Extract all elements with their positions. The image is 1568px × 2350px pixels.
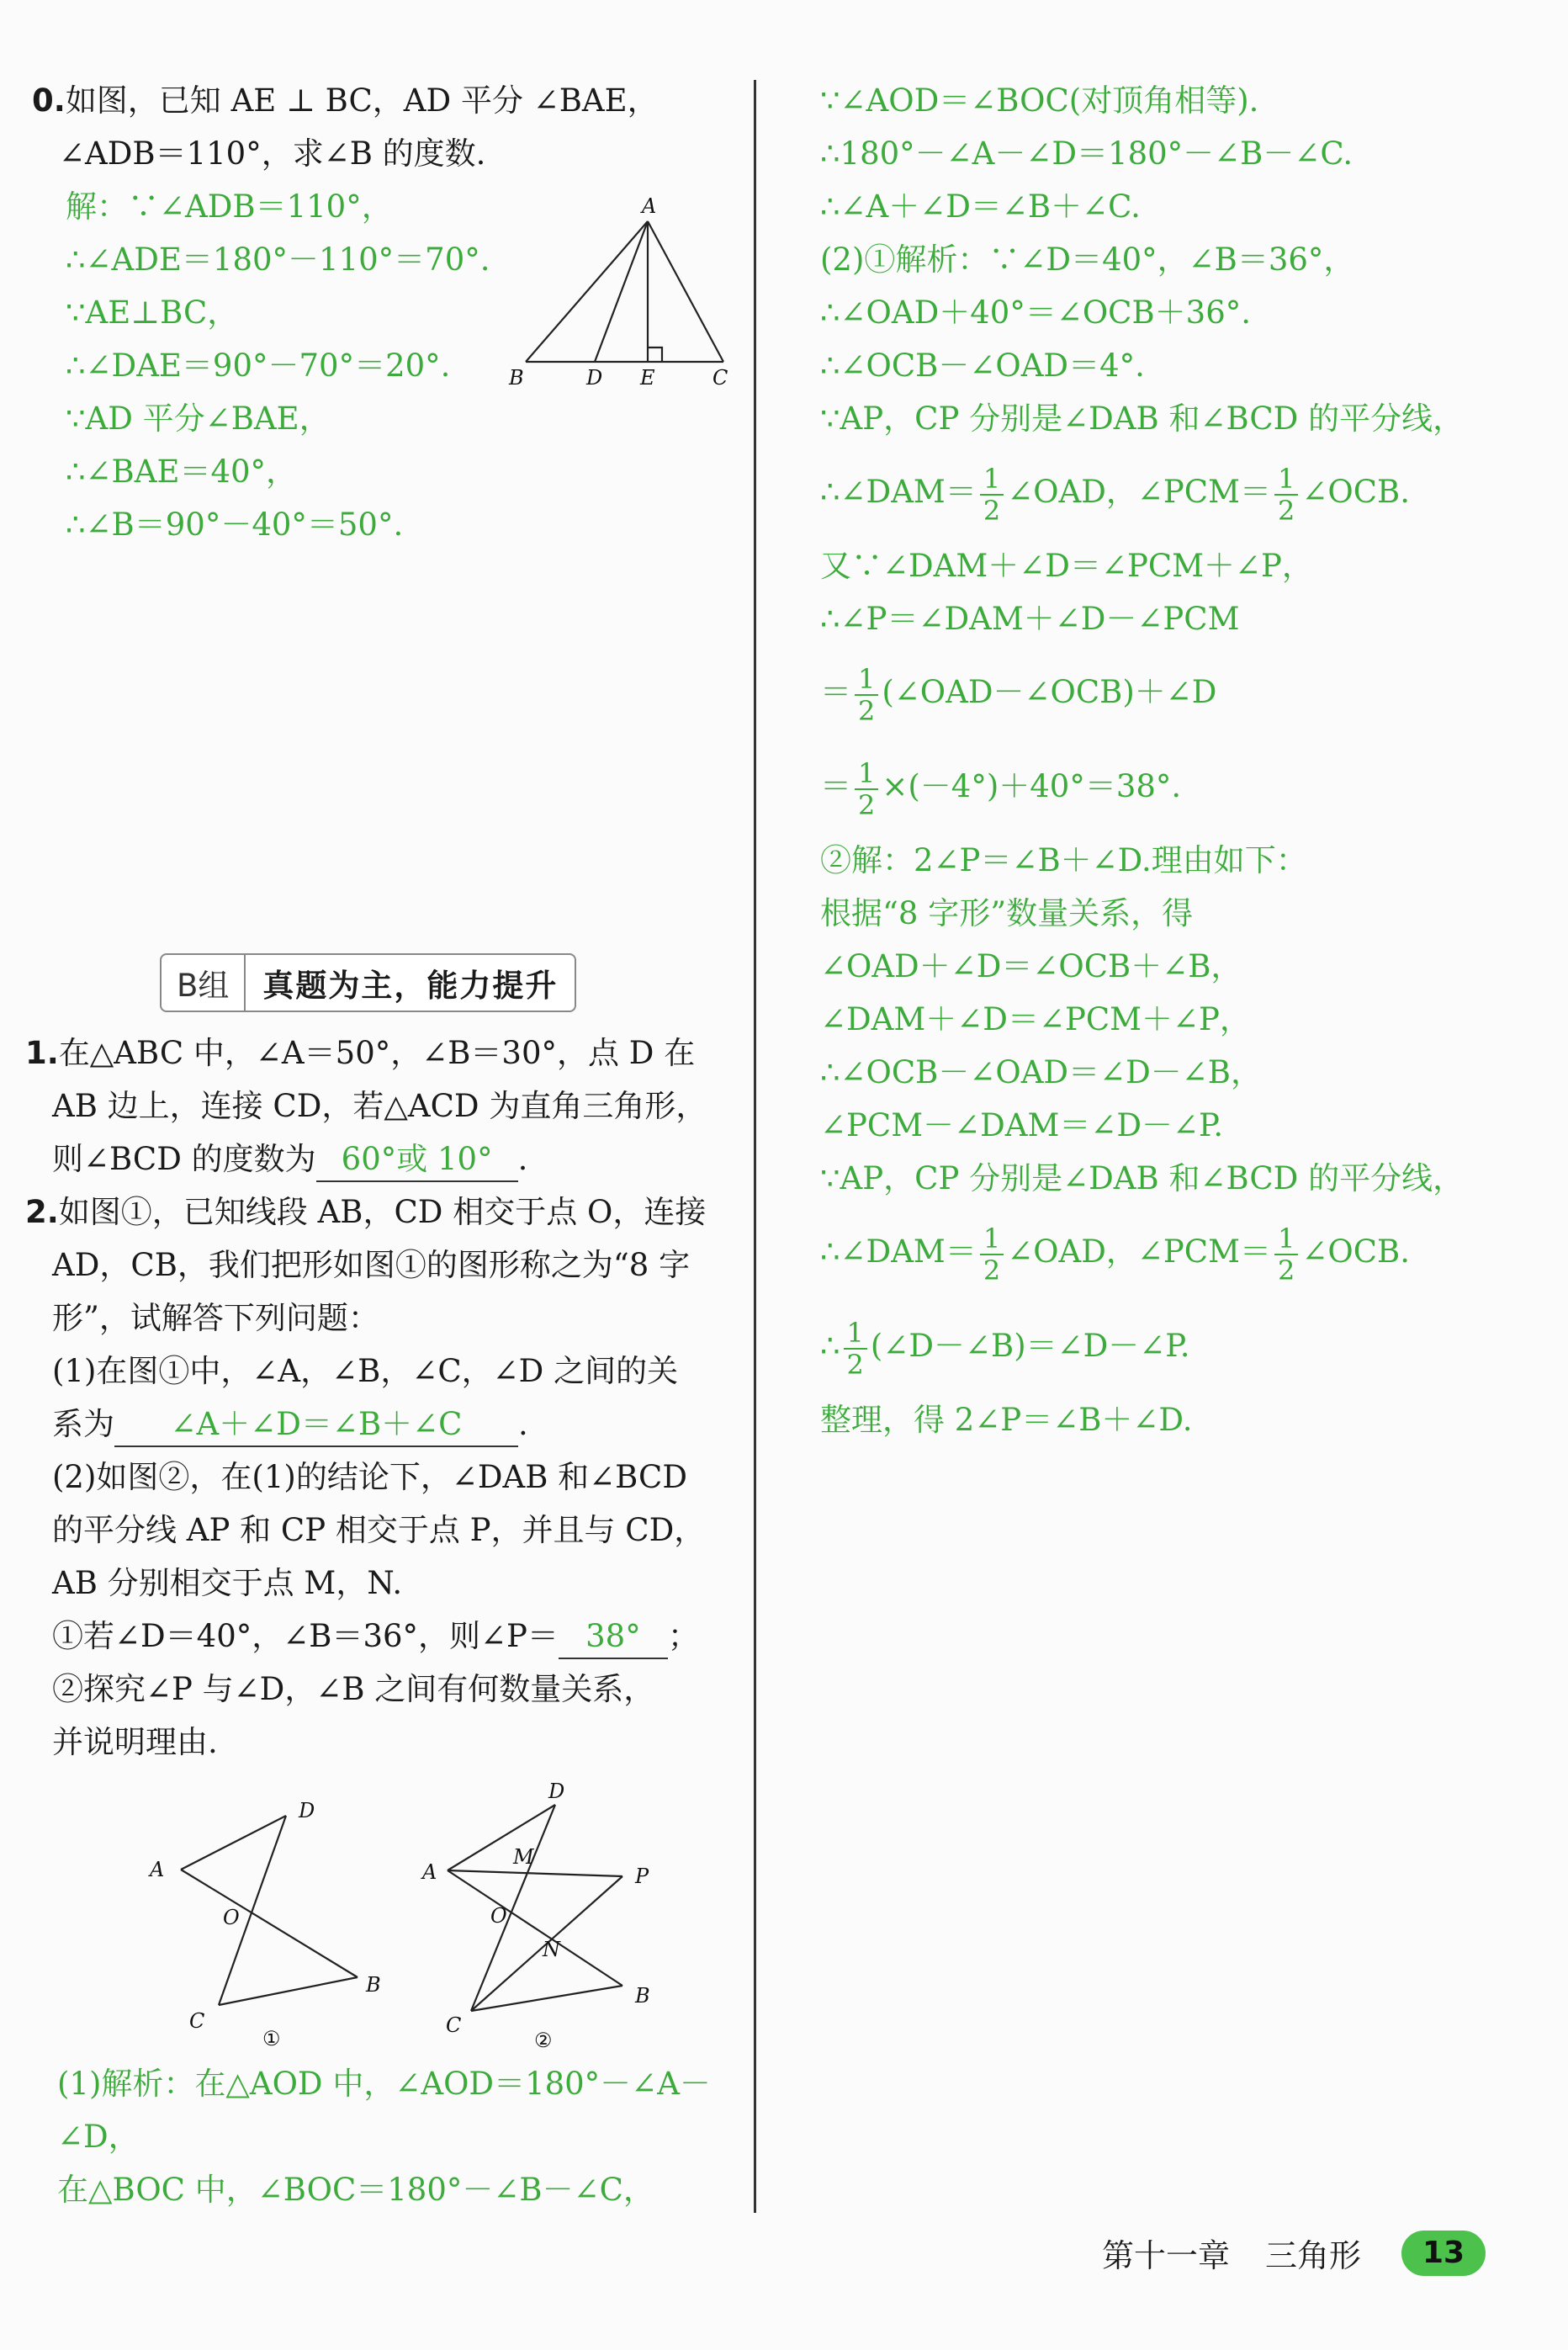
r-line-20 xyxy=(820,1205,1527,1299)
r20-c: ∠OCB. xyxy=(1301,1233,1410,1270)
fraction-half xyxy=(1274,1223,1298,1286)
fig2-label-P: P xyxy=(635,1865,649,1888)
q2-part2-line1: (2)如图②，在(1)的结论下，∠DAB 和∠BCD xyxy=(52,1459,688,1495)
q2-sub2-line1: ②探究∠P 与∠D，∠B 之间有何数量关系， xyxy=(52,1671,655,1707)
r-line-18: ∠PCM－∠DAM＝∠D－∠P. xyxy=(820,1107,1224,1143)
frac-num: 1 xyxy=(855,664,878,696)
r-line-1: ∵∠AOD＝∠BOC(对顶角相等). xyxy=(820,82,1259,119)
r20-b: ∠OAD，∠PCM＝ xyxy=(1007,1233,1272,1270)
q2-relation-line xyxy=(25,1398,732,1451)
fig2-label-N: N xyxy=(543,1938,560,1961)
r8-b: ∠OAD，∠PCM＝ xyxy=(1007,474,1272,510)
fig-label-C: C xyxy=(712,366,728,390)
frac-den: 2 xyxy=(858,694,876,727)
fig-label-B: B xyxy=(509,366,524,390)
q2-sol-left-1: ∠D， xyxy=(57,2119,140,2155)
q0-sol-3: ∴∠DAE＝90°－70°＝20°. xyxy=(66,347,451,384)
r-line-14: 根据“8 字形”数量关系，得 xyxy=(820,895,1194,931)
q2-rel-post: . xyxy=(518,1406,528,1442)
r20-a: ∴∠DAM＝ xyxy=(820,1233,977,1270)
r8-a: ∴∠DAM＝ xyxy=(820,474,977,510)
r-line-22: 整理，得 2∠P＝∠B＋∠D. xyxy=(820,1402,1193,1438)
q2-line1-text: 如图①，已知线段 AB，CD 相交于点 O，连接 xyxy=(58,1194,707,1230)
q2-figure-1 xyxy=(143,1788,404,2057)
frac-den: 2 xyxy=(846,1348,864,1381)
q0-sol-0: 解：∵∠ADB＝110°， xyxy=(66,188,393,225)
q0-sol-4: ∵AD 平分∠BAE， xyxy=(66,401,331,437)
q0-sol-1: ∴∠ADE＝180°－110°＝70°. xyxy=(66,241,490,278)
fraction-half xyxy=(855,664,878,726)
group-tag: B组 xyxy=(162,955,246,1011)
q2-rel-answer: ∠A＋∠D＝∠B＋∠C xyxy=(114,1403,518,1447)
fig1-label-O: O xyxy=(223,1906,240,1929)
r-line-12 xyxy=(820,740,1527,834)
q2-part2-line3: AB 分别相交于点 M，N. xyxy=(52,1565,403,1601)
r-line-19: ∵AP，CP 分别是∠DAB 和∠BCD 的平分线， xyxy=(820,1160,1465,1196)
frac-num: 1 xyxy=(980,1223,1004,1255)
fig2-label-B: B xyxy=(635,1984,650,2008)
frac-num: 1 xyxy=(1274,1223,1298,1255)
r12-b: ×(－4°)＋40°＝38°. xyxy=(882,768,1182,804)
frac-num: 1 xyxy=(844,1318,867,1350)
r8-c: ∠OCB. xyxy=(1301,474,1410,510)
r-line-13: ②解：2∠P＝∠B＋∠D.理由如下： xyxy=(820,842,1307,878)
q1-line3-post: . xyxy=(517,1141,528,1177)
r-line-2: ∴180°－∠A－∠D＝180°－∠B－∠C. xyxy=(820,135,1353,172)
r-line-5: ∴∠OAD＋40°＝∠OCB＋36°. xyxy=(820,294,1252,331)
q1-line1-text: 在△ABC 中，∠A＝50°，∠B＝30°，点 D 在 xyxy=(58,1035,696,1071)
group-header xyxy=(160,953,576,1012)
r-line-8 xyxy=(820,445,1527,539)
fig-label-A: A xyxy=(642,194,657,218)
q1-answer: 60°或 10° xyxy=(316,1138,518,1182)
r-line-21 xyxy=(820,1299,1527,1393)
q2-sub1-pre: ①若∠D＝40°，∠B＝36°，则∠P＝ xyxy=(52,1618,559,1654)
q0-number: 0. xyxy=(32,82,66,119)
frac-den: 2 xyxy=(983,1254,1001,1286)
q2-line4: (1)在图①中，∠A，∠B，∠C，∠D 之间的关 xyxy=(52,1353,679,1389)
r11-a: ＝ xyxy=(820,674,851,710)
r12-a: ＝ xyxy=(820,768,851,804)
q0-stem1: 如图，已知 AE ⊥ BC，AD 平分 ∠BAE， xyxy=(65,82,659,119)
r-line-10: ∴∠P＝∠DAM＋∠D－∠PCM xyxy=(820,601,1240,637)
fraction-half xyxy=(1274,464,1298,526)
frac-den: 2 xyxy=(983,494,1001,527)
r-line-11 xyxy=(820,645,1527,740)
q2-line2: AD，CB，我们把形如图①的图形称之为“8 字 xyxy=(52,1247,691,1283)
fig2-label-M: M xyxy=(513,1845,534,1869)
q1-line3 xyxy=(25,1133,732,1186)
frac-den: 2 xyxy=(1278,494,1295,527)
page-footer xyxy=(1102,2230,1486,2276)
r21-a: ∴ xyxy=(820,1328,840,1364)
frac-num: 1 xyxy=(980,464,1004,496)
fig1-label-D: D xyxy=(299,1799,315,1822)
q0-sol-5: ∴∠BAE＝40°， xyxy=(66,454,298,490)
footer-section: 三角形 xyxy=(1265,2237,1362,2274)
frac-den: 2 xyxy=(858,788,876,821)
r-line-6: ∴∠OCB－∠OAD＝4°. xyxy=(820,347,1145,384)
q2-sol-left-0: (1)解析：在△AOD 中，∠AOD＝180°－∠A－ xyxy=(57,2066,711,2102)
q2-sub1-line xyxy=(25,1610,732,1663)
q1-q2-block xyxy=(25,1026,732,1769)
q0-sol-6: ∴∠B＝90°－40°＝50°. xyxy=(66,507,404,543)
fig-label-E: E xyxy=(640,366,655,390)
column-divider xyxy=(754,80,756,2213)
q2-number: 2. xyxy=(25,1194,59,1230)
r-line-9: 又∵∠DAM＋∠D＝∠PCM＋∠P， xyxy=(820,548,1313,584)
fig1-label-B: B xyxy=(366,1973,381,1997)
group-title: 真题为主，能力提升 xyxy=(262,967,559,1004)
fig1-label-C: C xyxy=(189,2009,205,2033)
r-line-4: (2)①解析：∵∠D＝40°，∠B＝36°， xyxy=(820,241,1355,278)
r11-b: (∠OAD－∠OCB)＋∠D xyxy=(882,674,1217,710)
frac-num: 1 xyxy=(855,758,878,790)
q1-line1 xyxy=(25,1026,732,1080)
q1-line3-pre: 则∠BCD 的度数为 xyxy=(52,1141,316,1177)
page-number-badge: 13 xyxy=(1401,2231,1486,2276)
fig2-caption: ② xyxy=(534,2029,553,2052)
q2-sub2-line2: 并说明理由. xyxy=(52,1724,218,1760)
q1-number: 1. xyxy=(25,1035,59,1071)
q2-sub1-answer: 38° xyxy=(559,1615,668,1659)
q1-line2: AB 边上，连接 CD，若△ACD 为直角三角形， xyxy=(52,1088,707,1124)
q0-triangle-figure xyxy=(501,189,740,400)
r-line-16: ∠DAM＋∠D＝∠PCM＋∠P， xyxy=(820,1001,1251,1037)
r21-b: (∠D－∠B)＝∠D－∠P. xyxy=(870,1328,1190,1364)
r-line-15: ∠OAD＋∠D＝∠OCB＋∠B， xyxy=(820,948,1242,984)
q0-stem2: ∠ADB＝110°，求∠B 的度数. xyxy=(59,135,486,172)
frac-den: 2 xyxy=(1278,1254,1295,1286)
footer-chapter: 第十一章 xyxy=(1102,2237,1231,2274)
fig2-label-A: A xyxy=(422,1860,437,1884)
fig2-label-C: C xyxy=(446,2013,462,2037)
fraction-half xyxy=(980,1223,1004,1286)
r-line-7: ∵AP，CP 分别是∠DAB 和∠BCD 的平分线， xyxy=(820,401,1465,437)
right-column xyxy=(820,74,1527,1446)
r-line-17: ∴∠OCB－∠OAD＝∠D－∠B， xyxy=(820,1054,1262,1090)
q2-figure-2 xyxy=(421,1780,698,2057)
q2-sub1-post: ； xyxy=(667,1618,699,1654)
q2-line1 xyxy=(25,1186,732,1239)
q2-sol-left xyxy=(57,2057,747,2216)
fraction-half xyxy=(980,464,1004,526)
fig1-label-A: A xyxy=(150,1858,165,1881)
fig1-caption: ① xyxy=(262,2027,281,2050)
q2-sol-left-2: 在△BOC 中，∠BOC＝180°－∠B－∠C， xyxy=(57,2172,654,2208)
frac-num: 1 xyxy=(1274,464,1298,496)
fig-label-D: D xyxy=(586,366,603,390)
fig2-label-D: D xyxy=(548,1780,565,1803)
q0-sol-2: ∵AE⊥BC， xyxy=(66,294,239,331)
q0-stem-line1 xyxy=(32,74,730,127)
fraction-half xyxy=(855,758,878,820)
q2-rel-pre: 系为 xyxy=(52,1406,114,1442)
q2-part2-line2: 的平分线 AP 和 CP 相交于点 P，并且与 CD， xyxy=(52,1512,706,1548)
fig2-label-O: O xyxy=(490,1904,507,1928)
fraction-half xyxy=(844,1318,867,1380)
q2-line3: 形”，试解答下列问题： xyxy=(52,1300,379,1336)
r-line-3: ∴∠A＋∠D＝∠B＋∠C. xyxy=(820,188,1141,225)
